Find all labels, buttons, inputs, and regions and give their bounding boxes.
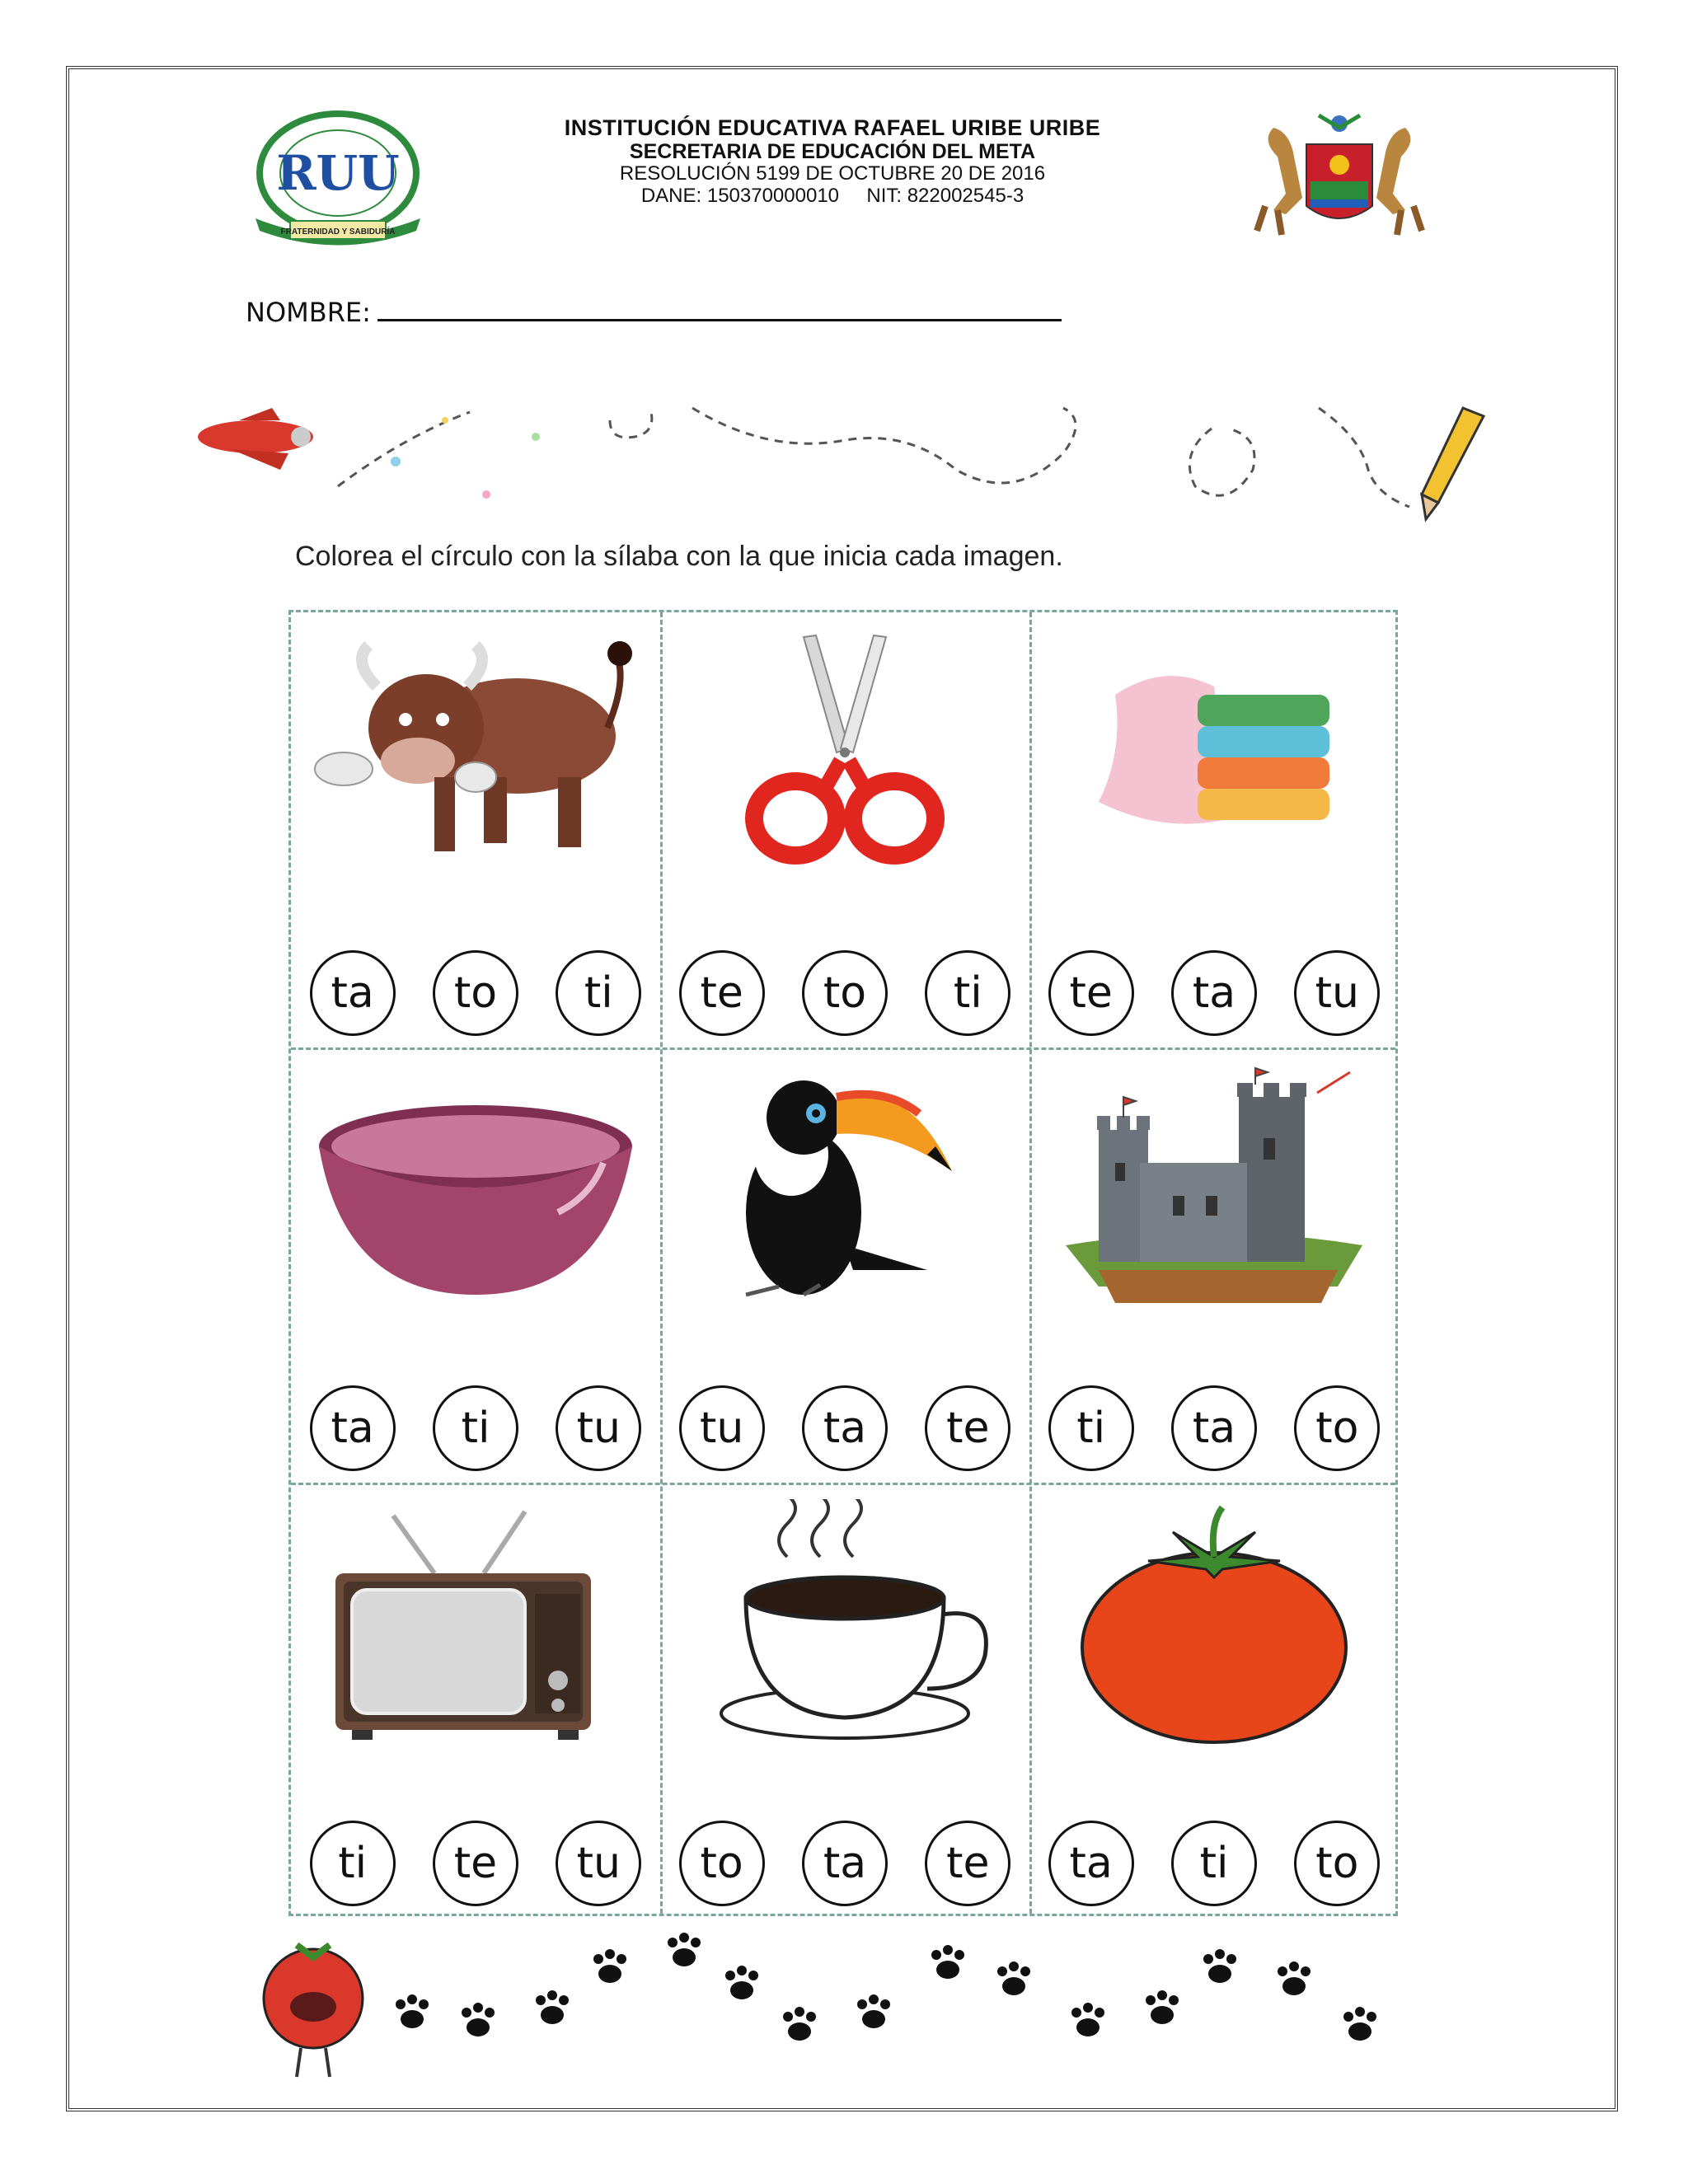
option-circle[interactable]: ta [802,1821,888,1906]
option-circle[interactable]: ta [802,1385,888,1471]
option-circle[interactable]: to [679,1821,765,1906]
option-circle[interactable]: ta [1171,950,1257,1036]
cell-tomato [1029,1483,1399,1918]
syllable-grid [288,610,1398,1916]
option-circle[interactable]: ta [310,950,396,1036]
option-circle[interactable]: ti [1048,1385,1134,1471]
option-circle[interactable]: te [925,1385,1010,1471]
screaming-tomato-icon [264,1945,363,2077]
television-icon [311,1499,640,1746]
option-circle[interactable]: te [925,1821,1010,1906]
cell-towels [1029,612,1399,1047]
school-logo [239,107,437,247]
airplane-icon [198,408,313,470]
cell-bowl [291,1047,660,1483]
bull-icon [311,629,640,876]
instruction-text: Colorea el círculo con la sílaba con la que inicia cada imagen. [295,541,1063,572]
logo-motto: FRATERNIDAD Y SABIDURÍA [280,227,396,237]
scissors-icon [680,629,1010,876]
nombre-field[interactable] [377,298,1062,321]
option-circle[interactable]: tu [556,1385,641,1471]
pencil-icon [1422,408,1484,519]
tomato-pawprints-decoration [223,1912,1401,2085]
secretaria: SECRETARIA DE EDUCACIÓN DEL META [629,140,1036,164]
bowl-icon [311,1064,640,1311]
institution-name: INSTITUCIÓN EDUCATIVA RAFAEL URIBE URIBE [564,115,1101,140]
option-circle[interactable]: tu [679,1385,765,1471]
option-circle[interactable]: te [679,950,765,1036]
option-circle[interactable]: tu [556,1821,641,1906]
option-circle[interactable]: ti [433,1385,518,1471]
cell-scissors [660,612,1029,1047]
option-circle[interactable]: to [433,950,518,1036]
cell-television [291,1483,660,1918]
option-circle[interactable]: to [1294,1385,1380,1471]
pawprint-icon [396,1933,1376,2041]
meta-coat-of-arms [1228,107,1451,247]
option-circle[interactable]: ti [310,1821,396,1906]
header [239,107,1451,247]
coffee-cup-icon [680,1499,1010,1746]
option-circle[interactable]: ta [310,1385,396,1471]
cell-bull [291,612,660,1047]
option-circle[interactable]: tu [1294,950,1380,1036]
option-circle[interactable]: to [802,950,888,1036]
cell-toucan [660,1047,1029,1483]
option-circle[interactable]: ta [1048,1821,1134,1906]
option-circle[interactable]: te [433,1821,518,1906]
option-circle[interactable]: ta [1171,1385,1257,1471]
nombre-label: NOMBRE: [246,297,371,328]
option-circle[interactable]: ti [1171,1821,1257,1906]
cell-castle [1029,1047,1399,1483]
resolucion: RESOLUCIÓN 5199 DE OCTUBRE 20 DE 2016 [619,162,1046,185]
dane-nit: DANE: 150370000010 NIT: 822002545-3 [640,185,1025,208]
cell-coffee-cup [660,1483,1029,1918]
option-circle[interactable]: te [1048,950,1134,1036]
tomato-icon [1049,1499,1379,1746]
logo-initials: RUU [276,145,400,201]
castle-icon [1049,1064,1379,1311]
option-circle[interactable]: ti [556,950,641,1036]
towels-icon [1049,629,1379,876]
airplane-dashed-path-decoration [190,404,1500,527]
option-circle[interactable]: to [1294,1821,1380,1906]
toucan-icon [680,1064,1010,1311]
option-circle[interactable]: ti [925,950,1010,1036]
